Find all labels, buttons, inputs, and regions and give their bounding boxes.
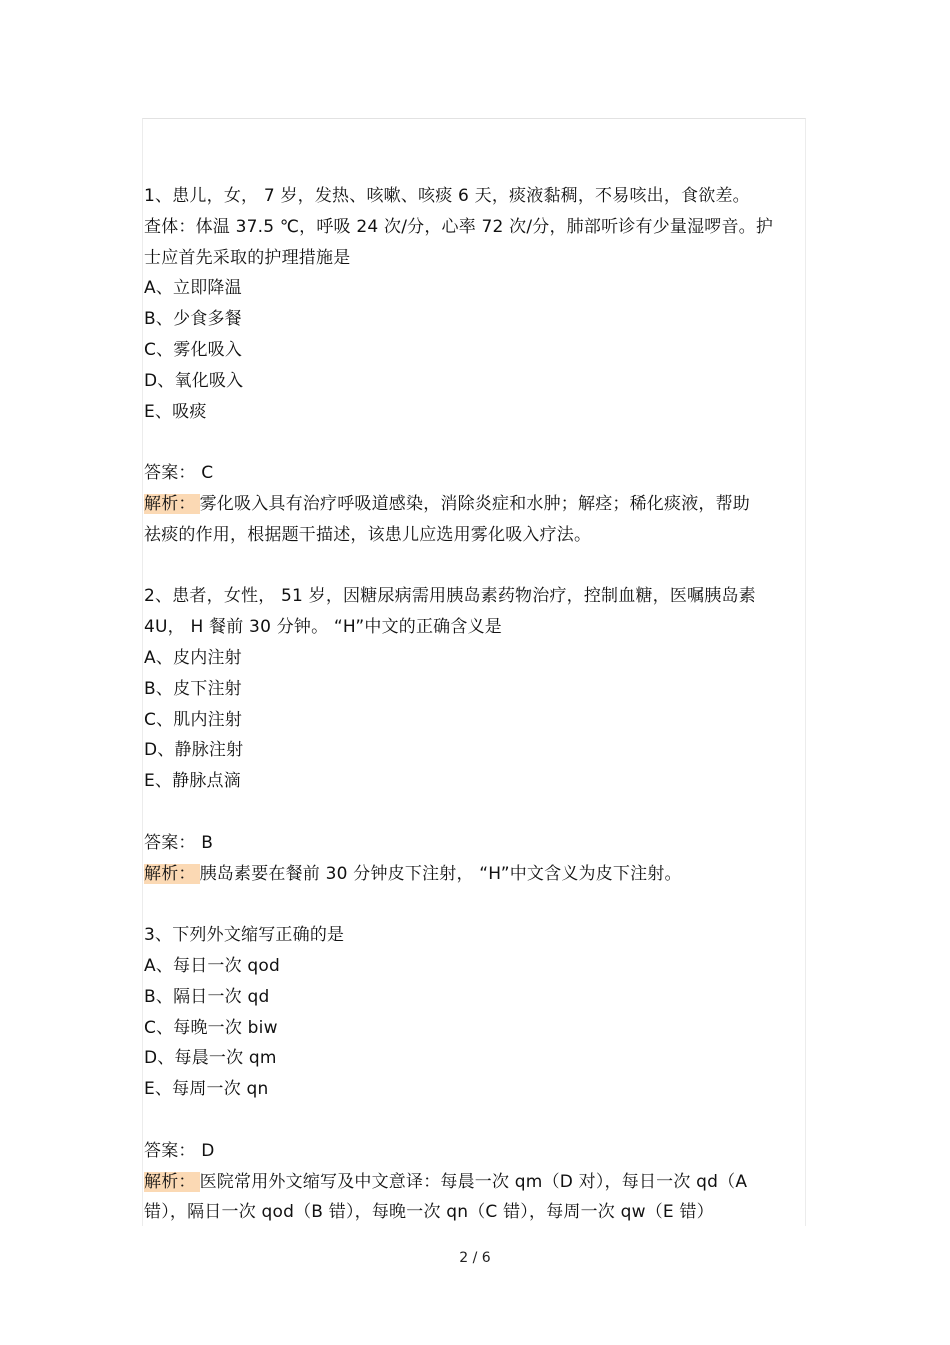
option-a: A、皮内注射 (144, 647, 242, 668)
document-content (144, 181, 808, 1228)
page-number: 2 / 6 (459, 1250, 491, 1266)
option-d: D、每晨一次 qm (144, 1048, 277, 1069)
analysis-line (144, 489, 808, 520)
question-stem: 2、患者，女性， 51 岁，因糖尿病需用胰岛素药物治疗，控制血糖，医嘱胰岛素 (144, 586, 756, 607)
spacer (144, 889, 808, 920)
question-stem: 士应首先采取的护理措施是 (144, 247, 351, 268)
answer-line: 答案： B (144, 832, 214, 853)
analysis-text: 祛痰的作用，根据题干描述，该患儿应选用雾化吸入疗法。 (144, 524, 592, 545)
analysis-line (144, 859, 808, 890)
question-2 (144, 581, 808, 889)
option-b: B、皮下注射 (144, 678, 242, 699)
option-c: C、每晚一次 biw (144, 1017, 278, 1038)
analysis-line (144, 1167, 808, 1198)
question-stem: 4U， H 餐前 30 分钟。 “H”中文的正确含义是 (144, 617, 502, 638)
option-b: B、隔日一次 qd (144, 986, 270, 1007)
analysis-label: 解析： (144, 1172, 200, 1192)
analysis-text: 错），隔日一次 qod（B 错），每晚一次 qn（C 错），每周一次 qw（E 错） (144, 1202, 714, 1223)
option-a: A、每日一次 qod (144, 955, 281, 976)
option-e: E、每周一次 qn (144, 1079, 269, 1100)
answer-line: 答案： D (144, 1140, 215, 1161)
question-1 (144, 181, 808, 551)
question-3 (144, 920, 808, 1228)
spacer (144, 427, 808, 458)
option-d: D、氧化吸入 (144, 370, 244, 391)
option-a: A、立即降温 (144, 278, 242, 299)
question-stem: 3、下列外文缩写正确的是 (144, 925, 345, 946)
answer-line: 答案： C (144, 463, 214, 484)
option-c: C、雾化吸入 (144, 339, 243, 360)
analysis-text: 胰岛素要在餐前 30 分钟皮下注射， “H”中文含义为皮下注射。 (199, 863, 682, 884)
analysis-label: 解析： (144, 864, 200, 884)
option-e: E、吸痰 (144, 401, 207, 422)
option-c: C、肌内注射 (144, 709, 243, 730)
question-stem: 1、患儿，女， 7 岁，发热、咳嗽、咳痰 6 天，痰液黏稠，不易咳出，食欲差。 (144, 186, 750, 206)
analysis-label: 解析： (144, 494, 200, 514)
analysis-text: 雾化吸入具有治疗呼吸道感染，消除炎症和水肿；解痉；稀化痰液，帮助 (199, 493, 751, 514)
question-stem: 查体：体温 37.5 ℃，呼吸 24 次/分，心率 72 次/分，肺部听诊有少量湿啰音。护 (144, 216, 774, 237)
analysis-text: 医院常用外文缩写及中文意译：每晨一次 qm（D 对），每日一次 qd（A (199, 1171, 748, 1192)
spacer (144, 1105, 808, 1136)
spacer (144, 797, 808, 828)
option-d: D、静脉注射 (144, 740, 244, 761)
spacer (144, 551, 808, 582)
option-e: E、静脉点滴 (144, 771, 241, 792)
option-b: B、少食多餐 (144, 309, 242, 330)
